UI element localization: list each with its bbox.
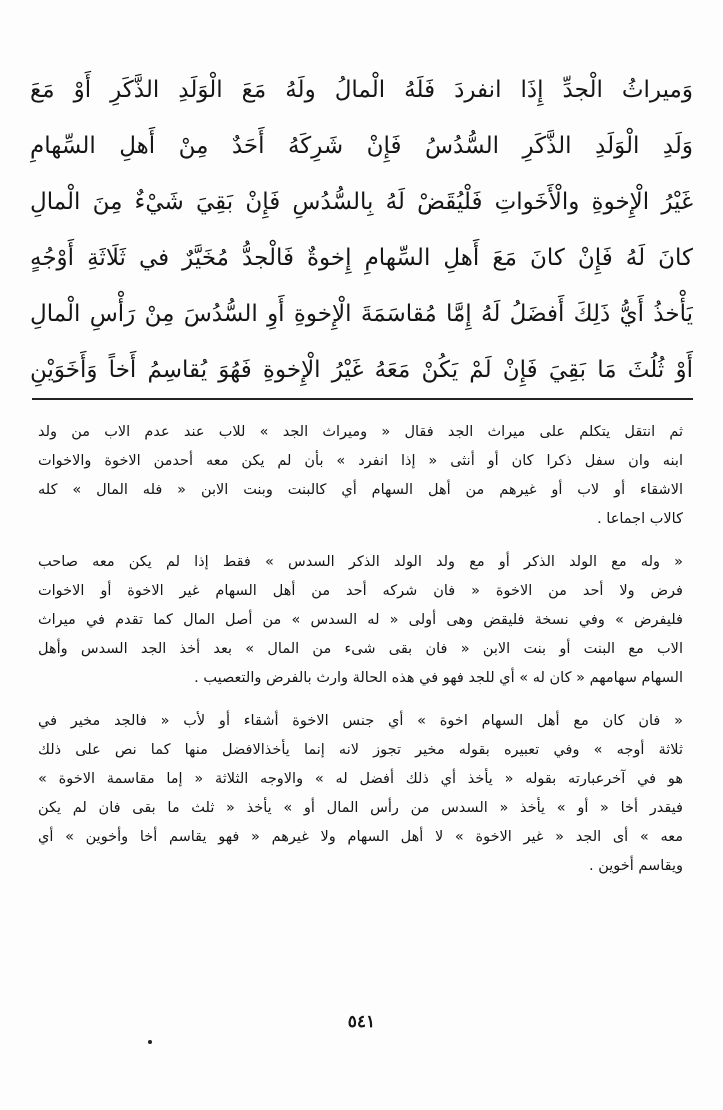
commentary xyxy=(38,418,683,895)
commentary-line: ويقاسم أخوين . xyxy=(589,858,683,874)
commentary-paragraph xyxy=(38,707,683,881)
commentary-line: ثلاثة أوجه » وفي تعبيره بقوله مخير تجوز لانه إنما يأخذالافضل منها كما نص على ذلك xyxy=(38,742,683,758)
main-text-line: كانَ لَهُ فَإِنْ كانَ مَعَ أَهلِ السِّهامِ إِخوةٌ فَالْجدُّ مُخَيَّرٌ في ثَلَاثَةِ أَوْجُهٍ xyxy=(30,245,693,271)
commentary-line: ثم انتقل يتكلم على ميراث الجد فقال « وميراث الجد » للاب عند عدم الاب من ولد xyxy=(38,424,683,440)
page-number: ٥٤١ xyxy=(347,1012,376,1032)
commentary-line: فيقدر أخا « أو » يأخذ « السدس من رأس المال أو » يأخذ « ثلث ما بقى فان لم يكن xyxy=(38,800,683,816)
main-text-line: غَيْرُ الْإِخوةِ والْأَخَواتِ فَلْيُقَضْ لَهُ بِالسُّدُسِ فَإِنْ بَقِيَ شَيْءٌ مِنَ الْمالِ xyxy=(30,189,693,215)
commentary-line: « فان كان مع أهل السهام اخوة » أي جنس الاخوة أشقاء أو لأب « فالجد مخير في xyxy=(38,713,683,729)
main-text-line: وَميراثُ الْجدِّ إِذَا انفردَ فَلَهُ الْمالُ ولَهُ مَعَ الْوَلَدِ الذَّكَرِ أَوْ مَعَ xyxy=(30,77,693,103)
commentary-line: كالاب اجماعا . xyxy=(597,511,683,527)
commentary-paragraph xyxy=(38,418,683,534)
separator-rule xyxy=(32,398,693,400)
commentary-line: معه » أى الجد « غير الاخوة » لا أهل السهام ولا غيرهم « فهو يقاسم أخا وأخوين » أي xyxy=(38,829,683,845)
print-speck xyxy=(148,1040,152,1044)
commentary-line: « وله مع الولد الذكر أو مع ولد الولد الذكر السدس » فقط إذا لم يكن معه صاحب xyxy=(38,554,683,570)
main-text-line: وَلَدِ الْوَلَدِ الذَّكَرِ السُّدُسُ فَإِنْ شَرِكَهُ أَحَدٌ مِنْ أَهلِ السِّهامِ xyxy=(30,133,693,159)
commentary-line: فرض ولا أحد من الاخوة « فان شركه أحد من أهل السهام غير الاخوة أو الاخوات xyxy=(38,583,683,599)
commentary-paragraph xyxy=(38,548,683,693)
main-text-line: يَأْخذُ أَيُّ ذَلِكَ أَفضَلُ لَهُ إِمَّا مُقاسَمَةَ الْإِخوةِ أَوِ السُّدُسَ مِنْ رَأْسِ الْمالِ xyxy=(30,301,693,327)
commentary-line: هو في آخرعبارته بقوله « يأخذ أي ذلك أفضل له » والاوجه الثلاثة « إما مقاسمة الاخوة » xyxy=(38,771,683,787)
commentary-line: الاشقاء أو لاب أو غيرهم من أهل السهام أي كالبنت وبنت الابن « فله المال » كله xyxy=(38,482,683,498)
main-text xyxy=(30,62,693,398)
commentary-line: ابنه وان سفل ذكرا كان أو أنثى « إذا انفرد » بأن لم يكن معه أحدمن الاخوة والاخوات xyxy=(38,453,683,469)
commentary-line: الاب مع البنت أو بنت الابن « فان بقى شىء من المال » بعد أخذ الجد السدس وأهل xyxy=(38,641,683,657)
main-text-line: أَوْ ثُلُثَ مَا بَقِيَ فَإِنْ لَمْ يَكُنْ مَعَهُ غَيْرُ الْإِخوةِ فَهُوَ يُقاسِمُ أَخاً وَأَخَوَيْنِ xyxy=(30,357,693,383)
commentary-line: السهام سهامهم « كان له » أي للجد فهو في هذه الحالة وارث بالفرض والتعصيب . xyxy=(194,670,683,686)
commentary-line: فليفرض » وفي نسخة فليقض وهى أولى « له السدس » من أصل المال كما تقدم في ميراث xyxy=(38,612,683,628)
